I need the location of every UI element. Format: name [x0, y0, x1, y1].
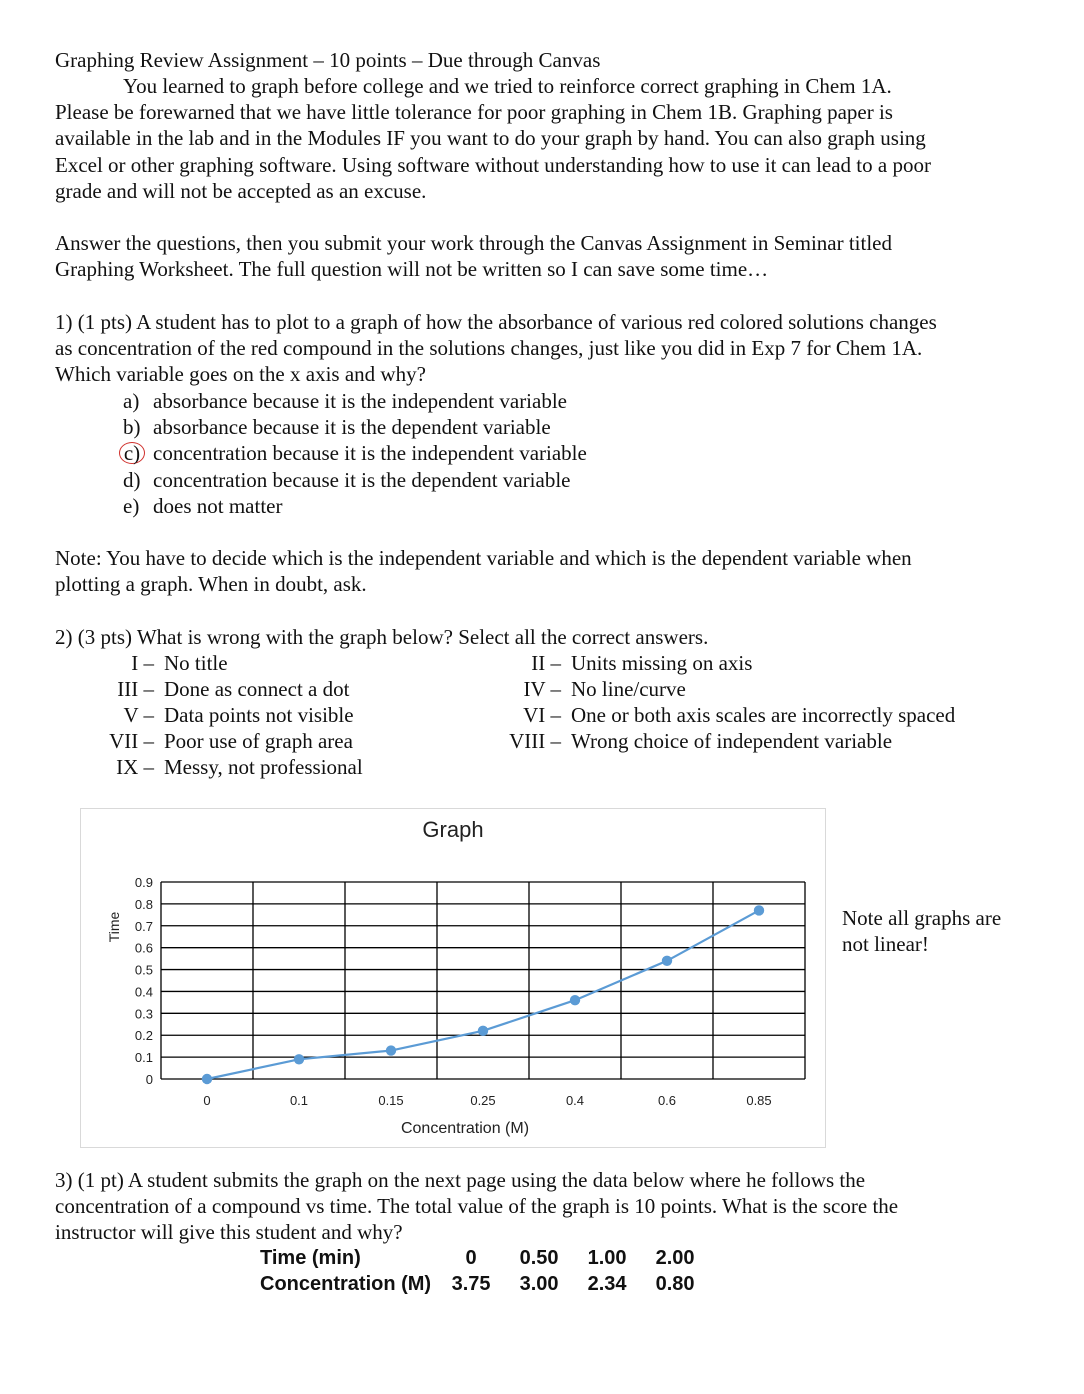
question-1-line: Which variable goes on the x axis and why?: [55, 362, 426, 387]
y-tick-label: 0: [145, 1072, 153, 1087]
y-tick-label: 0.6: [134, 940, 153, 956]
table-row-label: Concentration (M): [260, 1273, 432, 1295]
note-line: plotting a graph. When in doubt, ask.: [55, 572, 367, 597]
chart-x-axis-label: Concentration (M): [400, 1120, 530, 1137]
x-tick-label: 0.85: [746, 1093, 772, 1108]
question-3-line: instructor will give this student and why?: [55, 1220, 403, 1245]
selected-circle-mark: c): [119, 442, 145, 464]
page-title: Graphing Review Assignment – 10 points – Due through Canvas: [55, 48, 601, 72]
question-2-prompt: 2) (3 pts) What is wrong with the graph below? Select all the correct answers.: [55, 625, 709, 649]
question-1-line: as concentration of the red compound in the solutions changes, just like you did in Exp 7 for Chem 1A.: [55, 336, 923, 361]
y-tick-label: 0.5: [134, 962, 153, 978]
table-row: [254, 1245, 709, 1271]
y-tick-label: 0.3: [134, 1006, 153, 1022]
table-cell: 1.00: [587, 1247, 627, 1269]
intro-line: Excel or other graphing software. Using software without understanding how to use it can lead to a poor: [55, 152, 931, 177]
x-tick-label: 0.4: [565, 1093, 585, 1108]
table-cell: 0: [465, 1247, 477, 1269]
intro-line: You learned to graph before college and we tried to reinforce correct graphing in Chem 1A.: [123, 74, 892, 98]
option-a[interactable]: a) absorbance because it is the independent variable: [123, 389, 567, 413]
data-table: [254, 1245, 709, 1297]
q2-item-VII[interactable]: VII – Poor use of graph area: [109, 729, 353, 753]
table-cell: 3.00: [519, 1273, 559, 1295]
side-note-line: not linear!: [842, 932, 929, 957]
table-cell: 2.34: [587, 1273, 627, 1295]
side-note-line: Note all graphs are: [842, 906, 1002, 930]
question-1: [55, 309, 1045, 388]
q2-item-I[interactable]: I – No title: [131, 651, 228, 675]
question-1-line: 1) (1 pts) A student has to plot to a graph of how the absorbance of various red colored solutions changes: [55, 310, 937, 334]
data-point: [570, 995, 580, 1005]
side-note: [842, 905, 1001, 957]
data-point: [754, 905, 764, 915]
question-3-line: concentration of a compound vs time. The total value of the graph is 10 points. What is the score the: [55, 1194, 899, 1219]
question-1-options: [123, 388, 587, 519]
q2-item-II[interactable]: II – Units missing on axis: [531, 651, 753, 675]
q2-item-VI[interactable]: VI – One or both axis scales are incorrectly spaced: [523, 703, 956, 727]
option-d[interactable]: d) concentration because it is the dependent variable: [123, 467, 571, 492]
table-cell: 0.80: [655, 1273, 695, 1295]
line-chart: [81, 809, 825, 1147]
option-e[interactable]: e) does not matter: [123, 493, 283, 518]
data-point: [478, 1026, 488, 1036]
y-tick-label: 0.7: [134, 918, 153, 934]
data-point: [202, 1074, 212, 1084]
table-cell: 2.00: [655, 1247, 695, 1269]
option-c[interactable]: c) concentration because it is the independent variable: [123, 440, 587, 466]
intro-line: available in the lab and in the Modules IF you want to do your graph by hand. You can also graph using: [55, 126, 926, 151]
q2-item-III[interactable]: III – Done as connect a dot: [117, 677, 350, 701]
table-cell: 0.50: [519, 1247, 559, 1269]
data-point: [662, 956, 672, 966]
y-tick-label: 0.1: [134, 1050, 153, 1066]
series-line: [207, 910, 759, 1079]
question-3-line: 3) (1 pt) A student submits the graph on the next page using the data below where he follows the: [55, 1168, 866, 1192]
table-cell: 3.75: [451, 1273, 491, 1295]
table-row-label: Time (min): [260, 1247, 361, 1269]
question-3: [55, 1167, 1045, 1246]
q2-item-V[interactable]: V – Data points not visible: [123, 703, 354, 727]
data-point: [294, 1054, 304, 1064]
x-tick-label: 0.25: [470, 1093, 496, 1108]
chart-title: Graph: [422, 817, 484, 842]
q2-item-VIII[interactable]: VIII – Wrong choice of independent variable: [509, 729, 893, 753]
x-tick-label: 0.6: [657, 1093, 677, 1108]
intro-line: grade and will not be accepted as an excuse.: [55, 178, 427, 203]
y-tick-label: 0.9: [134, 875, 153, 890]
y-tick-label: 0.4: [134, 984, 153, 1000]
option-b[interactable]: b) absorbance because it is the dependent variable: [123, 415, 551, 440]
y-tick-label: 0.8: [134, 896, 153, 912]
intro-line: Please be forewarned that we have little tolerance for poor graphing in Chem 1B. Graphing paper is: [55, 100, 893, 125]
instructions-line: Answer the questions, then you submit your work through the Canvas Assignment in Seminar titled: [55, 231, 892, 255]
table-row: [254, 1271, 709, 1297]
note-paragraph: [55, 545, 1045, 597]
q2-item-IX[interactable]: IX – Messy, not professional: [116, 755, 363, 779]
x-tick-label: 0.1: [289, 1093, 309, 1108]
chart-y-axis-label: Time: [106, 911, 122, 943]
x-tick-label: 0: [203, 1093, 211, 1108]
y-tick-label: 0.2: [134, 1028, 153, 1044]
x-tick-label: 0.15: [378, 1093, 404, 1108]
chart-frame: [80, 808, 826, 1148]
instructions-line: Graphing Worksheet. The full question will not be written so I can save some time…: [55, 257, 769, 282]
data-point: [386, 1045, 396, 1055]
instructions-paragraph: [55, 230, 1045, 282]
intro-paragraph: [55, 73, 1045, 204]
note-line: Note: You have to decide which is the independent variable and which is the dependent variable when: [55, 546, 912, 570]
q2-item-IV[interactable]: IV – No line/curve: [523, 677, 686, 701]
